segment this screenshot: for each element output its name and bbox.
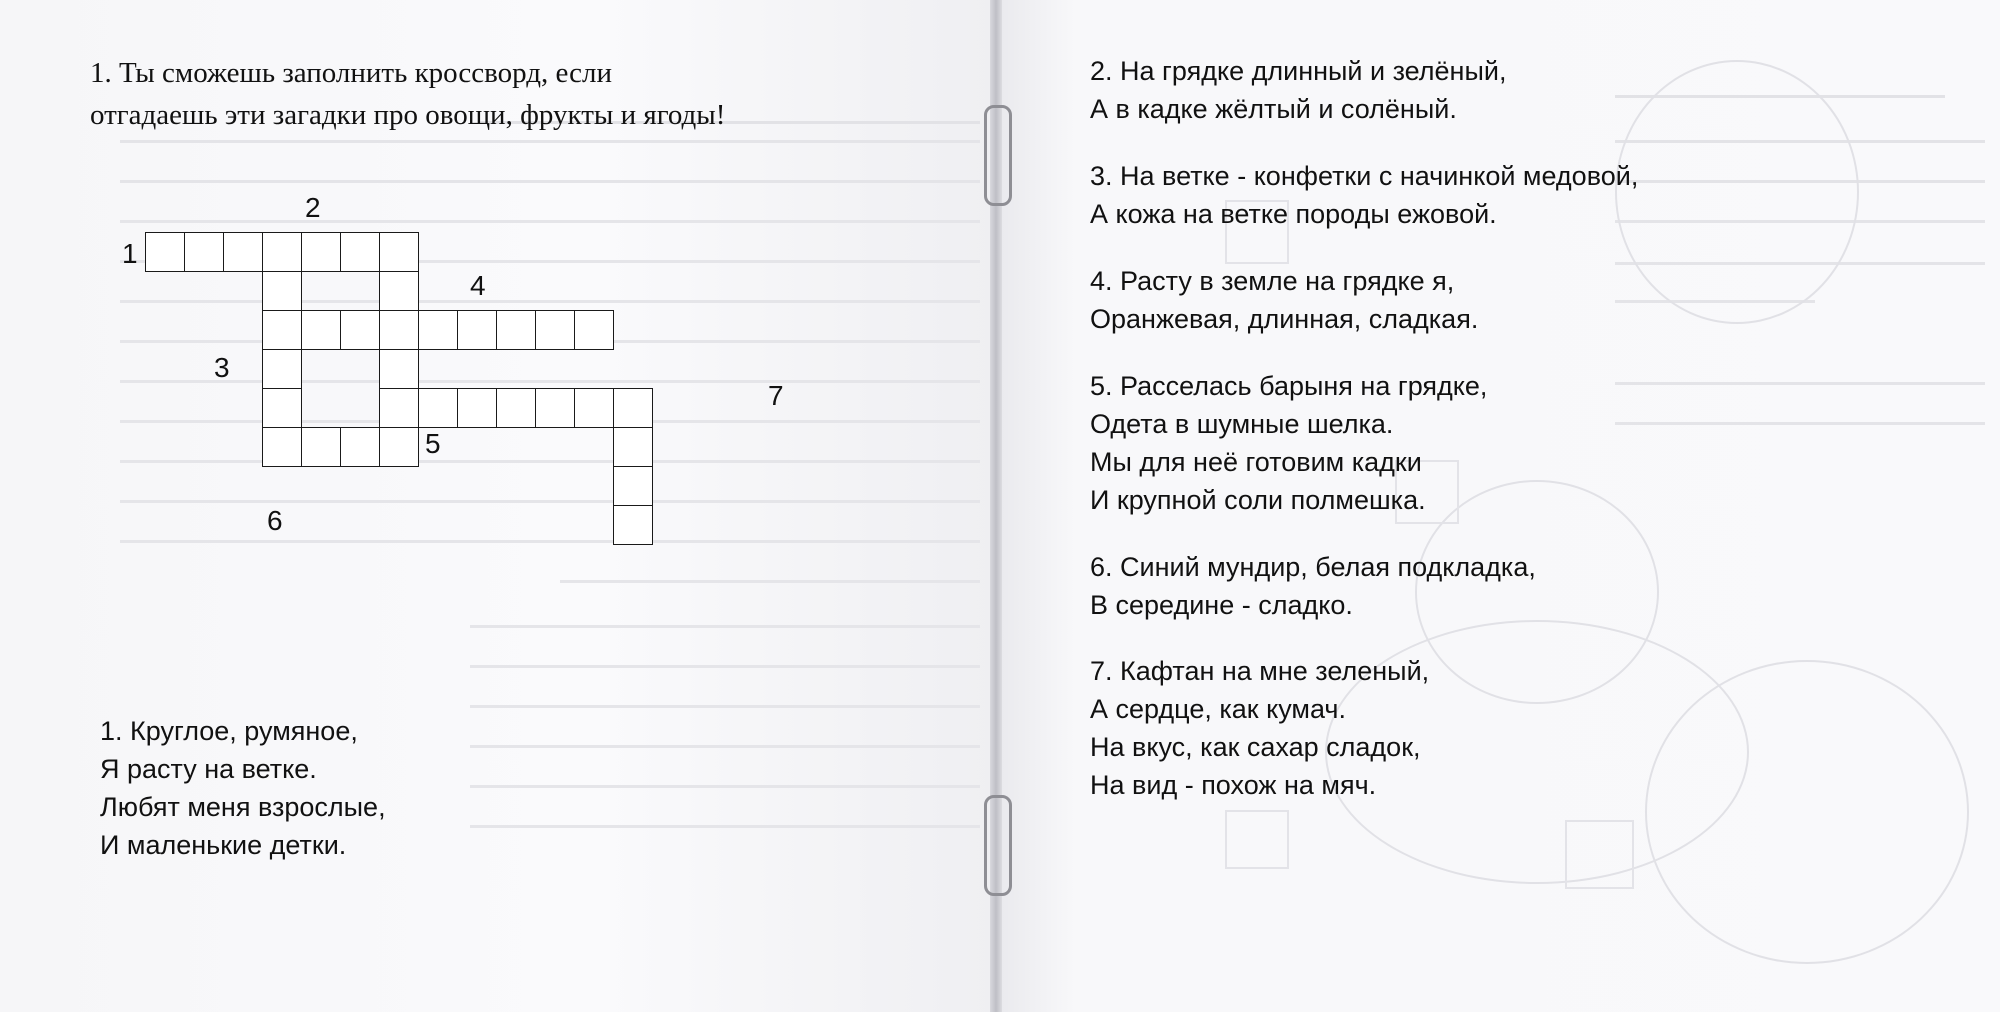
crossword-cell[interactable] [262,271,302,311]
riddle-line: Любят меня взрослые, [100,792,386,822]
crossword-number-7: 7 [768,380,784,411]
riddle-2 [1090,52,1506,128]
crossword-cell[interactable] [262,349,302,389]
crossword-cell[interactable] [379,310,419,350]
crossword-cell[interactable] [340,310,380,350]
crossword-cell[interactable] [535,310,575,350]
crossword-number-6: 6 [267,505,283,536]
riddle-line: А сердце, как кумач. [1090,694,1346,724]
riddle-3 [1090,157,1638,233]
riddle-line: 7. Кафтан на мне зеленый, [1090,656,1430,686]
riddle-line: И крупной соли полмешка. [1090,485,1426,515]
riddle-line: Оранжевая, длинная, сладкая. [1090,304,1479,334]
crossword-cell[interactable] [262,427,302,467]
intro-line-1: 1. Ты сможешь заполнить кроссворд, если [90,57,612,89]
crossword-cell[interactable] [535,388,575,428]
left-page [0,0,995,1012]
crossword-cell[interactable] [418,388,458,428]
riddle-line: 6. Синий мундир, белая подкладка, [1090,552,1536,582]
crossword-cell[interactable] [613,466,653,506]
crossword-cell[interactable] [223,232,263,272]
crossword-cell[interactable] [613,388,653,428]
riddle-line: И маленькие детки. [100,830,347,860]
crossword-cell[interactable] [301,310,341,350]
crossword-cell[interactable] [262,232,302,272]
crossword-cell[interactable] [379,427,419,467]
crossword-cell[interactable] [457,388,497,428]
crossword-cell[interactable] [301,232,341,272]
crossword-number-5: 5 [425,428,441,459]
riddle-line: Одета в шумные шелка. [1090,409,1394,439]
crossword-cell[interactable] [613,505,653,545]
riddle-line: 1. Круглое, румяное, [100,716,358,746]
crossword-cell[interactable] [574,388,614,428]
crossword-cell[interactable] [379,349,419,389]
staple-bottom [984,795,1012,896]
riddle-line: 5. Расселась барыня на грядке, [1090,371,1488,401]
riddle-line: 4. Расту в земле на грядке я, [1090,266,1455,296]
crossword-cell[interactable] [184,232,224,272]
crossword-cell[interactable] [379,271,419,311]
crossword-cell[interactable] [301,427,341,467]
crossword-cell[interactable] [262,388,302,428]
crossword-number-3: 3 [214,352,230,383]
right-page [995,0,2000,1012]
crossword-cell[interactable] [418,310,458,350]
staple-top [984,105,1012,206]
riddle-line: Мы для неё готовим кадки [1090,447,1422,477]
riddle-line: Я расту на ветке. [100,754,317,784]
riddle-line: На вкус, как сахар сладок, [1090,732,1421,762]
riddle-7 [1090,652,1429,804]
riddle-4 [1090,262,1478,338]
crossword-number-4: 4 [470,270,486,301]
crossword-cell[interactable] [457,310,497,350]
riddle-1 [100,712,386,864]
crossword-number-2: 2 [305,192,321,223]
crossword-cell[interactable] [340,232,380,272]
crossword-cell[interactable] [496,310,536,350]
riddle-line: На вид - похож на мяч. [1090,770,1377,800]
crossword-cell[interactable] [145,232,185,272]
intro-text [90,52,725,136]
intro-line-2: отгадаешь эти загадки про овощи, фрукты и ягоды! [90,99,726,131]
riddle-6 [1090,548,1536,624]
riddle-line: В середине - сладко. [1090,590,1353,620]
crossword-cell[interactable] [379,388,419,428]
crossword-number-1: 1 [122,238,138,269]
riddle-line: 2. На грядке длинный и зелёный, [1090,56,1507,86]
crossword-cell[interactable] [379,232,419,272]
crossword-cell[interactable] [262,310,302,350]
crossword-cell[interactable] [340,427,380,467]
riddle-line: А в кадке жёлтый и солёный. [1090,94,1457,124]
crossword-cell[interactable] [574,310,614,350]
crossword-cell[interactable] [496,388,536,428]
riddle-line: 3. На ветке - конфетки с начинкой медовой, [1090,161,1639,191]
riddle-line: А кожа на ветке породы ежовой. [1090,199,1497,229]
riddle-5 [1090,367,1487,519]
crossword-cell[interactable] [613,427,653,467]
